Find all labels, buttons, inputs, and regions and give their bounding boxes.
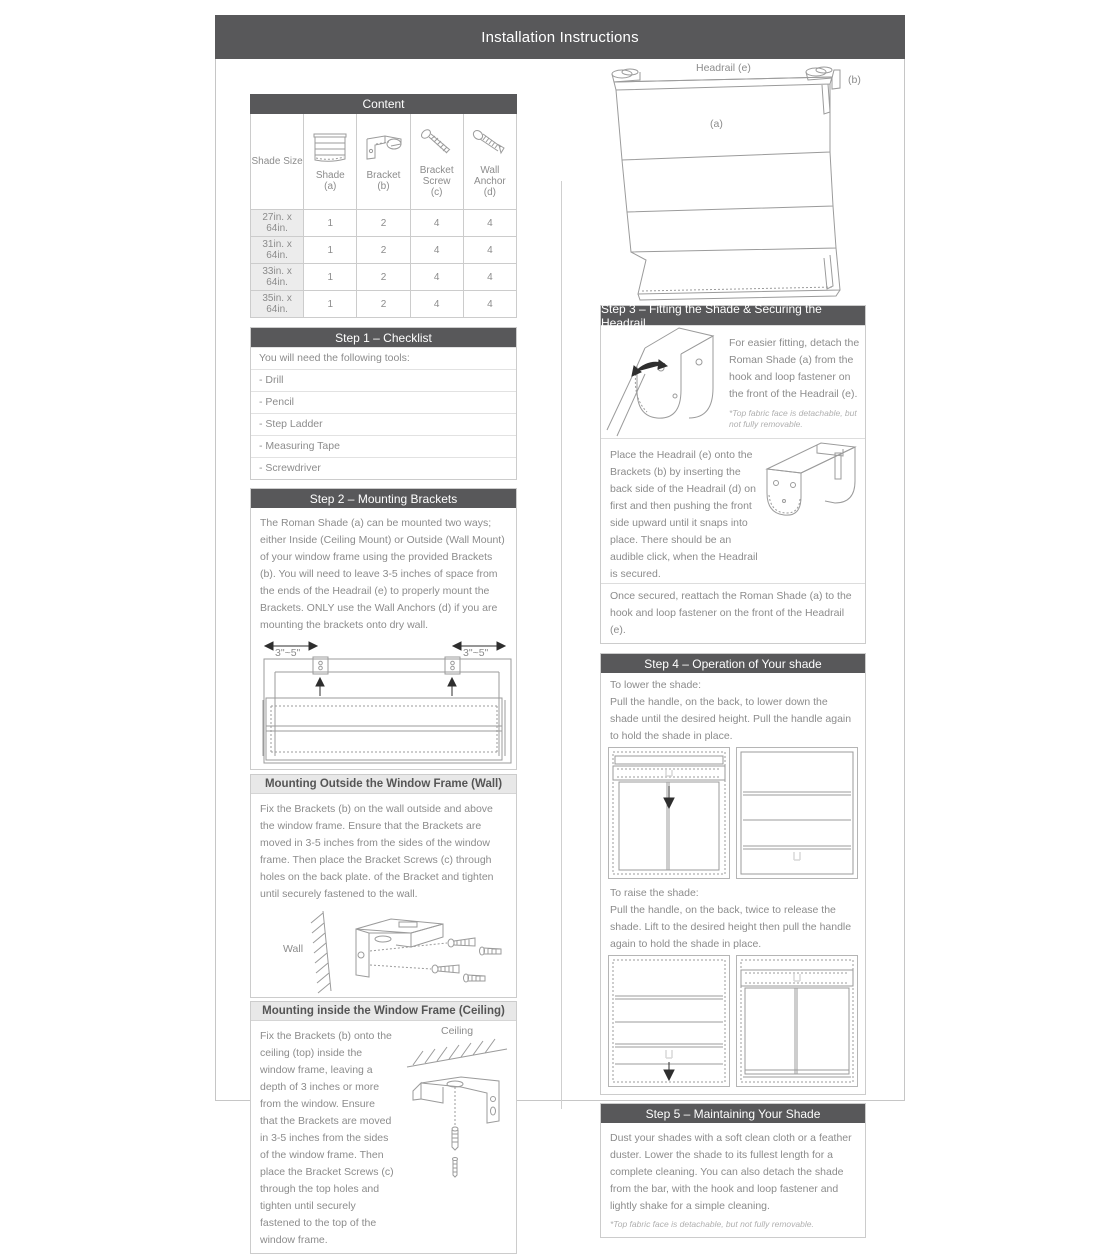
checklist-item: - Measuring Tape — [251, 435, 516, 457]
lower-shade-body: Pull the handle, on the back, to lower down the shade until the desired height. Pull the handle again to hold the shade in place. — [610, 696, 852, 742]
detach-shade-diagram — [601, 326, 729, 438]
wall-label: Wall — [283, 943, 304, 955]
qty-cell: 1 — [304, 264, 357, 291]
step1-title: Step 1 – Checklist — [251, 328, 516, 347]
ceiling-mount-box — [250, 1001, 517, 1254]
ceiling-mount-body: Fix the Brackets (b) onto the ceiling (top) inside the window frame, leaving a depth of 3 inches or more from the window. Ensure that the Brackets are moved in 3-5 inches from the sides of the window frame. Then place the Bracket Screws (c) through the top holes and tighten until securely fastened to the top of the window frame. — [260, 1030, 394, 1246]
shade-label: (a) — [710, 118, 723, 130]
step1-checklist-box — [250, 327, 517, 480]
page-title: Installation Instructions — [215, 15, 905, 59]
qty-cell: 4 — [410, 291, 463, 318]
step3-para1: For easier fitting, detach the Roman Shade (a) from the hook and loop fastener on the front of the Headrail (e). — [729, 337, 860, 400]
bracket-column-header: Bracket (b) — [357, 114, 410, 210]
ceiling-mount-title: Mounting inside the Window Frame (Ceiling) — [251, 1002, 516, 1021]
step3-box — [600, 301, 866, 644]
step5-body: Dust your shades with a soft clean cloth or a feather duster. Lower the shade to its fullest length for a complete cleaning. You can also detach the shade from the bar, with the hook and loop fastener and lightly shake for a simple cleaning. — [610, 1132, 852, 1212]
instruction-sheet — [215, 15, 905, 1246]
step5-title: Step 5 – Maintaining Your Shade — [601, 1104, 865, 1123]
shade-overview-diagram — [600, 60, 866, 305]
wall-mount-body: Fix the Brackets (b) on the wall outside and above the window frame. Ensure that the Brackets are moved in 3-5 inches from the sides of the window frame. Then place the Bracket Screws (c) through holes on the back plate. of the Bracket and tighten until securely fastened to the wall. — [260, 803, 494, 900]
shade-icon — [310, 131, 350, 167]
step2-mounting-box — [250, 488, 517, 770]
size-cell: 27in. x 64in. — [251, 210, 304, 237]
wall-anchor-column-header: Wall Anchor (d) — [463, 114, 516, 210]
qty-cell: 1 — [304, 237, 357, 264]
mount-headrail-diagram — [759, 439, 863, 539]
qty-cell: 4 — [463, 291, 516, 318]
ceiling-mount-diagram — [403, 1021, 515, 1181]
left-column — [250, 94, 517, 1254]
qty-cell: 4 — [410, 210, 463, 237]
qty-cell: 4 — [463, 210, 516, 237]
checklist-item: - Step Ladder — [251, 413, 516, 435]
qty-cell: 4 — [463, 264, 516, 291]
anchor-icon — [470, 126, 510, 162]
bracket-screw-column-header: Bracket Screw (c) — [410, 114, 463, 210]
size-cell: 33in. x 64in. — [251, 264, 304, 291]
step4-box — [600, 653, 866, 1095]
shade-lowered-diagram — [736, 747, 858, 879]
bracket-label: (b) — [848, 74, 861, 86]
checklist-item: - Screwdriver — [251, 457, 516, 479]
step2-body: The Roman Shade (a) can be mounted two ways; either Inside (Ceiling Mount) or Outside (Wall Mount) of your window frame using the provided Brackets (b). You will need to leave 3-5 inches of space from the ends of the Headrail (e) to properly mount the Brackets. ONLY use the Wall Anchors (d) if you are mounting the brackets onto dry wall. — [260, 517, 505, 631]
right-column — [600, 60, 866, 1238]
qty-cell: 2 — [357, 291, 410, 318]
table-row — [251, 291, 517, 318]
shade-size-header: Shade Size — [251, 114, 304, 210]
checklist-item: - Drill — [251, 369, 516, 391]
checklist-intro: You will need the following tools: — [251, 347, 516, 369]
raise-shade-body: Pull the handle, on the back, twice to release the shade. Lift to the desired height then pull the handle again to hold the shade in place. — [610, 904, 852, 950]
step2-title: Step 2 – Mounting Brackets — [251, 489, 516, 508]
bracket-spacing-diagram — [251, 638, 516, 769]
step5-note: *Top fabric face is detachable, but not fully removable. — [610, 1219, 814, 1229]
size-cell: 31in. x 64in. — [251, 237, 304, 264]
qty-cell: 1 — [304, 291, 357, 318]
step3-title: Step 3 – Fitting the Shade & Securing the Headrail — [601, 306, 865, 325]
shade-column-header: Shade (a) — [304, 114, 357, 210]
content-table-title: Content — [251, 95, 517, 114]
table-row — [251, 264, 517, 291]
lower-shade-heading: To lower the shade: — [610, 679, 702, 691]
checklist-item: - Pencil — [251, 391, 516, 413]
size-cell: 35in. x 64in. — [251, 291, 304, 318]
headrail-label: Headrail (e) — [696, 62, 751, 74]
qty-cell: 2 — [357, 264, 410, 291]
raise-shade-heading: To raise the shade: — [610, 887, 699, 899]
qty-cell: 4 — [410, 264, 463, 291]
screw-icon — [417, 126, 457, 162]
step3-para2: Place the Headrail (e) onto the Brackets (b) by inserting the back side of the Headrail (d) on first and then pushing the front side upward until it snaps into place. There should be an audible click, when the Headrail is secured. — [610, 449, 758, 580]
right-measure-label: 3"~5" — [463, 647, 489, 659]
table-row — [251, 237, 517, 264]
qty-cell: 2 — [357, 237, 410, 264]
shade-release-diagram — [608, 955, 730, 1087]
wall-mount-diagram — [251, 907, 516, 997]
shade-lowering-diagram — [608, 747, 730, 879]
qty-cell: 1 — [304, 210, 357, 237]
ceiling-label: Ceiling — [441, 1025, 474, 1037]
table-row — [251, 210, 517, 237]
content-table — [250, 94, 517, 318]
step5-box — [600, 1103, 866, 1238]
qty-cell: 2 — [357, 210, 410, 237]
left-measure-label: 3"~5" — [275, 647, 301, 659]
bracket-icon — [361, 131, 405, 167]
shade-raised-diagram — [736, 955, 858, 1087]
step4-title: Step 4 – Operation of Your shade — [601, 654, 865, 673]
step3-note: *Top fabric face is detachable, but not fully removable. — [729, 408, 857, 429]
column-divider — [561, 181, 562, 1109]
qty-cell: 4 — [410, 237, 463, 264]
step3-para3: Once secured, reattach the Roman Shade (a) to the hook and loop fastener on the front of the Headrail (e). — [610, 590, 852, 636]
wall-mount-title: Mounting Outside the Window Frame (Wall) — [251, 775, 516, 794]
wall-mount-box — [250, 774, 517, 998]
qty-cell: 4 — [463, 237, 516, 264]
